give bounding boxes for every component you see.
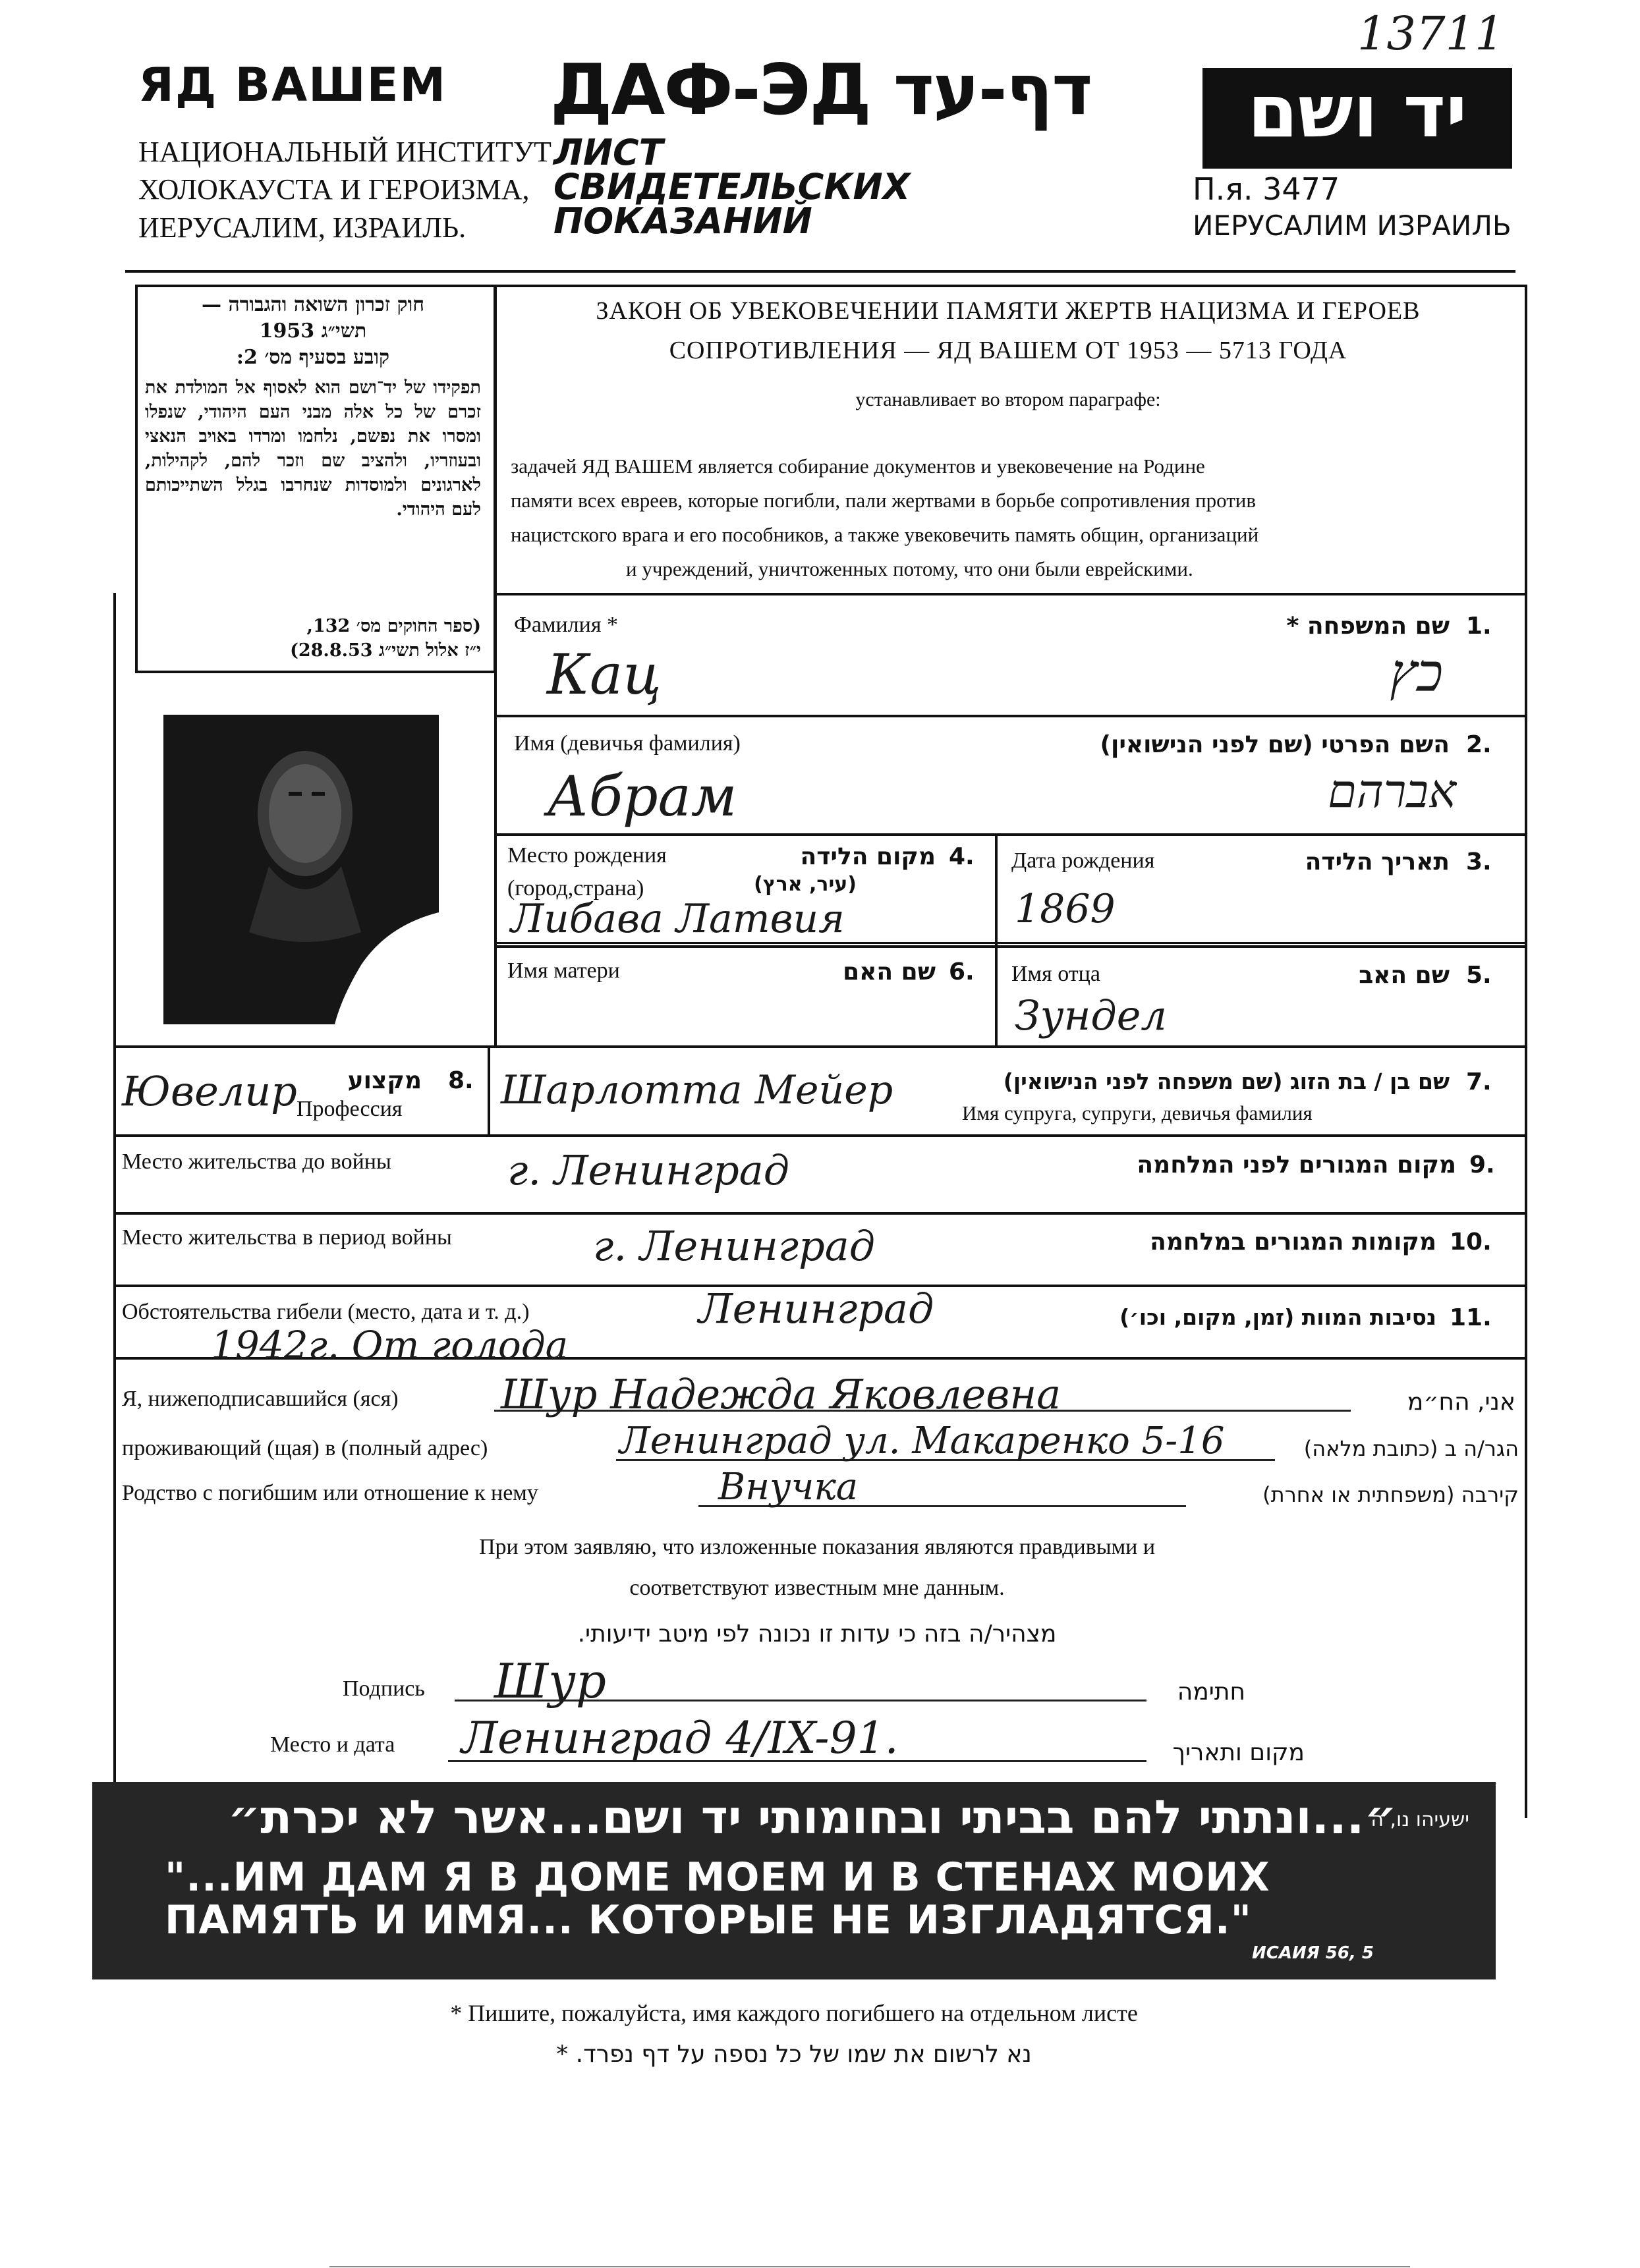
f10-value[interactable]: г. Ленинград <box>593 1222 876 1270</box>
banner-ru-line-1: "...ИМ ДАМ Я В ДОМЕ МОЕМ И В СТЕНАХ МОИХ <box>165 1854 1270 1900</box>
signature-label-ru: Подпись <box>343 1676 425 1701</box>
relation-value[interactable]: Внучка <box>718 1466 859 1508</box>
f11-value-1[interactable]: Ленинград <box>698 1285 934 1333</box>
banner-he-quote: ״...ונתתי להם בביתי ובחומותי יד ושם...אשר לא יכרת״ <box>227 1790 1397 1844</box>
header-right-line-2: ИЕРУСАЛИМ ИЗРАИЛЬ <box>1193 209 1512 242</box>
f2-number: 2. <box>1466 731 1492 758</box>
f8-label-he: מקצוע <box>347 1067 422 1094</box>
portrait-image <box>163 715 439 1024</box>
russian-law-title-1: ЗАКОН ОБ УВЕКОВЕЧЕНИИ ПАМЯТИ ЖЕРТВ НАЦИЗМА И ГЕРОЕВ <box>596 297 1421 325</box>
form-subtitle-2: СВИДЕТЕЛЬСКИХ <box>553 166 911 207</box>
f7-value[interactable]: Шарлотта Мейер <box>501 1067 893 1113</box>
f2-label-ru: Имя (девичья фамилия) <box>514 731 741 756</box>
f11-label-ru: Обстоятельства гибели (место, дата и т. д.) <box>122 1300 530 1324</box>
russian-law-body-2: памяти всех евреев, которые погибли, пали жертвами в борьбе сопротивления против <box>511 489 1257 512</box>
f3-label-ru: Дата рождения <box>1011 848 1155 873</box>
f7-number: 7. <box>1466 1068 1492 1095</box>
signature-label-he: חתימה <box>1177 1678 1245 1705</box>
russian-law-body-4: и учреждений, уничтоженных потому, что они были еврейскими. <box>626 557 1193 580</box>
f8-value[interactable]: Ювелир <box>122 1067 297 1115</box>
row-line-2 <box>494 715 1525 717</box>
f6-label-ru: Имя матери <box>507 958 620 983</box>
victim-photo <box>163 715 439 1024</box>
f2-value[interactable]: Абрам <box>547 764 737 829</box>
f1-label-ru: Фамилия * <box>514 613 618 637</box>
signature-value[interactable]: Шур <box>494 1653 607 1709</box>
statement-line-1: При этом заявляю, что изложенные показания являются правдивыми и <box>478 1535 1156 1559</box>
russian-law-box <box>494 285 1527 597</box>
f6-number: 6. <box>949 958 975 985</box>
f1-label-he: שם המשפחה * <box>1286 613 1450 640</box>
place-date-value[interactable]: Ленинград 4/IX-91. <box>461 1713 899 1763</box>
undersigned-label-ru: Я, нижеподписавшийся (яся) <box>122 1387 399 1411</box>
mid-divider-3-6 <box>995 833 998 1045</box>
f1-value[interactable]: Кац <box>547 642 662 707</box>
footer-note-ru: * Пишите, пожалуйста, имя каждого погибшего на отдельном листе <box>450 2000 1138 2026</box>
f5-label-ru: Имя отца <box>1011 962 1100 986</box>
address-value[interactable]: Ленинград ул. Макаренко 5-16 <box>619 1420 1225 1462</box>
hebrew-law-body: תפקידו של יד־ושם הוא לאסוף אל המולדת את זכרם של כל אלה מבני העם היהודי, שנפלו ומסרו את נפשם, נלחמו ומרדו באויב הנאצי ובעוזריו, ולהציב שם וזכר להם, לקהילות, לארגונים ולמוסדות שנחרבו בגלל השתייכותם לעם היהודי. <box>145 377 481 520</box>
f8-label-ru: Профессия <box>297 1097 403 1121</box>
hebrew-law-source: (ספר החוקים מס׳ 132, <box>306 616 481 636</box>
f4-label-ru-2: (город,страна) <box>507 876 644 900</box>
archive-number: 13711 <box>1357 7 1504 61</box>
form-subtitle-1: ЛИСТ <box>553 132 664 173</box>
f4-label-he: מקום הלידה <box>800 843 936 870</box>
f4-number: 4. <box>949 843 975 870</box>
f2-value-he[interactable]: אברהם <box>1328 764 1456 818</box>
f11-number: 11. <box>1450 1304 1492 1331</box>
statement-he: מצהיר/ה בזה כי עדות זו נכונה לפי מיטב ידיעותי. <box>577 1620 1057 1647</box>
hebrew-law-date: י״ז אלול תשי״ג 28.8.53) <box>290 640 481 661</box>
place-date-label-he: מקום ותאריך <box>1172 1739 1305 1766</box>
bottom-edge-line <box>329 2266 1410 2267</box>
f7-label-he: שם בן / בת הזוג (שם משפחה לפני הנישואין) <box>1003 1068 1450 1094</box>
russian-law-subtitle: устанавливает во втором параграфе: <box>855 389 1161 410</box>
row-line-5 <box>113 1045 1525 1048</box>
f9-label-he: מקום המגורים לפני המלחמה <box>1137 1151 1456 1178</box>
banner-he-ref: ישעיהו נו, ה <box>1371 1808 1469 1831</box>
footer-note-he: נא לרשום את שמו של כל נספה על דף נפרד. * <box>556 2041 1032 2068</box>
header-divider <box>125 270 1515 273</box>
form-subtitle-3: ПОКАЗАНИЙ <box>553 200 812 242</box>
address-label-ru: проживающий (щая) в (полный адрес) <box>122 1436 488 1460</box>
yad-vashem-logo-ru: ЯД ВАШЕМ <box>138 58 447 112</box>
f9-label-ru: Место жительства до войны <box>122 1149 391 1174</box>
f1-number: 1. <box>1466 613 1492 640</box>
row-line-4 <box>494 945 1525 948</box>
f8-number: 8. <box>448 1067 474 1094</box>
f5-label-he: שם האב <box>1359 962 1450 989</box>
russian-law-title-2: СОПРОТИВЛЕНИЯ — ЯД ВАШЕМ ОТ 1953 — 5713 ГОДА <box>669 337 1347 364</box>
form-title: ДАФ-ЭД דף-עד <box>550 49 1092 130</box>
hebrew-law-title: חוק זכרון השואה והגבורה — <box>202 293 424 316</box>
f9-number: 9. <box>1469 1151 1495 1178</box>
f4-label-he-2: (עיר, ארץ) <box>754 873 857 896</box>
hebrew-law-clause: קובע בסעיף מס׳ 2: <box>236 346 390 369</box>
row-line-7 <box>113 1212 1525 1215</box>
f10-number: 10. <box>1450 1229 1492 1256</box>
f6-label-he: שם האם <box>843 958 936 985</box>
place-date-label-ru: Место и дата <box>270 1732 395 1757</box>
row-line-1 <box>494 593 1525 595</box>
row-line-4b <box>494 942 1525 944</box>
relation-label-he: קירבה (משפחתית או אחרת) <box>1262 1482 1519 1507</box>
address-label-he: הגר/ה ב (כתובת מלאה) <box>1303 1436 1519 1461</box>
f10-label-he: מקומות המגורים במלחמה <box>1150 1229 1436 1256</box>
row-line-3 <box>494 833 1525 836</box>
header-left-line-3: ИЕРУСАЛИМ, ИЗРАИЛЬ. <box>138 211 467 244</box>
f3-label-he: תאריך הלידה <box>1305 848 1450 875</box>
hebrew-law-year: תשי״ג 1953 <box>259 319 367 343</box>
undersigned-value[interactable]: Шур Надежда Яковлевна <box>501 1370 1061 1418</box>
yad-vashem-logo-he: יד ושם <box>1247 69 1467 153</box>
statement-line-2: соответствуют известным мне данным. <box>629 1576 1005 1600</box>
row-line-6 <box>113 1134 1525 1137</box>
f5-number: 5. <box>1466 962 1492 989</box>
f11-label-he: נסיבות המוות (זמן, מקום, וכו׳) <box>1119 1304 1436 1330</box>
undersigned-label-he: אני, הח״מ <box>1407 1389 1515 1416</box>
russian-law-body-1: задачей ЯД ВАШЕМ является собирание документов и увековечение на Родине <box>511 455 1205 478</box>
f3-value[interactable]: 1869 <box>1015 886 1116 932</box>
relation-label-ru: Родство с погибшим или отношение к нему <box>122 1481 538 1505</box>
f11-value-2[interactable]: 1942г. От голода <box>211 1323 569 1368</box>
f7-label-ru: Имя супруга, супруги, девичья фамилия <box>962 1101 1313 1124</box>
russian-law-body-3: нацистского врага и его пособников, а также увековечить память общин, организаций <box>511 523 1259 546</box>
f5-value[interactable]: Зундел <box>1015 991 1167 1039</box>
photo-column-divider <box>494 593 497 1047</box>
header-right-line-1: П.я. 3477 <box>1193 171 1340 207</box>
mid-divider-7-8 <box>488 1045 490 1134</box>
f1-value-he[interactable]: כץ <box>1390 642 1443 704</box>
f4-value[interactable]: Либава Латвия <box>511 896 845 942</box>
f4-label-ru: Место рождения <box>507 843 667 868</box>
f9-value[interactable]: г. Ленинград <box>507 1146 790 1194</box>
f2-label-he: השם הפרטי (שם לפני הנישואין) <box>1100 731 1450 758</box>
f10-label-ru: Место жительства в период войны <box>122 1225 452 1250</box>
banner-ru-line-2: ПАМЯТЬ И ИМЯ... КОТОРЫЕ НЕ ИЗГЛАДЯТСЯ." <box>165 1897 1252 1943</box>
f3-number: 3. <box>1466 848 1492 875</box>
header-left-line-1: НАЦИОНАЛЬНЫЙ ИНСТИТУТ <box>138 136 551 168</box>
banner-ru-ref: ИСАИЯ 56, 5 <box>1252 1943 1374 1963</box>
header-left-line-2: ХОЛОКАУСТА И ГЕРОИЗМА, <box>138 173 530 206</box>
